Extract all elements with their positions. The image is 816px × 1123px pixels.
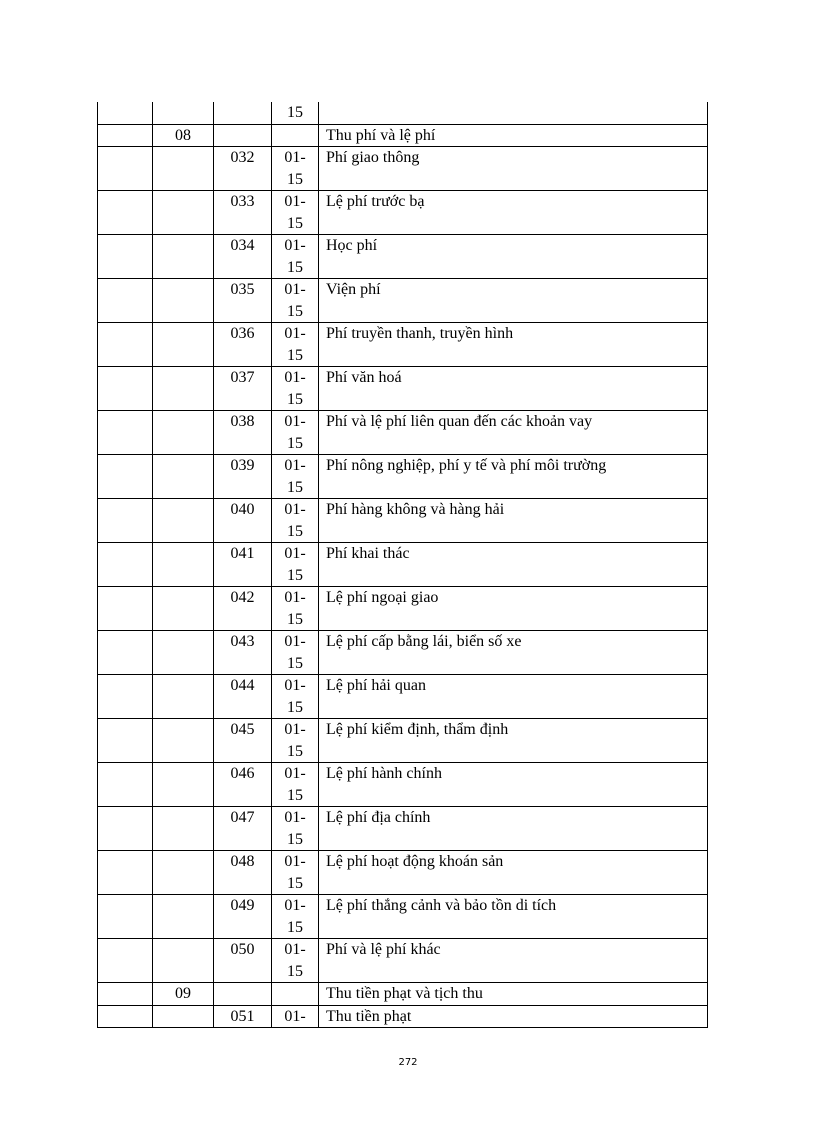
cell-col-b (153, 411, 214, 455)
table-row (98, 367, 708, 411)
cell-col-a (98, 147, 153, 191)
cell-col-c (214, 124, 272, 147)
cell-col-b (153, 807, 214, 851)
group-code: 09 (153, 983, 214, 1006)
item-ref: 01- 15 (272, 939, 319, 983)
group-title: Thu phí và lệ phí (319, 124, 708, 147)
table-row (98, 851, 708, 895)
cell-col-a (98, 455, 153, 499)
item-code: 036 (214, 323, 272, 367)
cell-ref (272, 124, 319, 147)
item-ref: 01- 15 (272, 455, 319, 499)
item-ref: 01- 15 (272, 587, 319, 631)
item-name: Lệ phí hoạt động khoán sản (319, 851, 708, 895)
cell-col-a (98, 895, 153, 939)
table-row (98, 411, 708, 455)
group-row (98, 983, 708, 1006)
item-name: Viện phí (319, 279, 708, 323)
cell-col-a (98, 983, 153, 1006)
item-code: 048 (214, 851, 272, 895)
item-ref: 01- 15 (272, 279, 319, 323)
item-code: 050 (214, 939, 272, 983)
group-row (98, 124, 708, 147)
table-body (98, 102, 708, 1028)
item-ref: 01- 15 (272, 323, 319, 367)
item-name: Phí khai thác (319, 543, 708, 587)
item-ref: 01- (272, 1005, 319, 1028)
table-row (98, 235, 708, 279)
cell-col-b (153, 499, 214, 543)
item-name: Thu tiền phạt (319, 1005, 708, 1028)
item-code: 033 (214, 191, 272, 235)
cell-col-a (98, 499, 153, 543)
cell-col-b (153, 543, 214, 587)
cell-col-b (153, 191, 214, 235)
item-name: Phí văn hoá (319, 367, 708, 411)
item-code: 041 (214, 543, 272, 587)
item-name: Lệ phí kiểm định, thẩm định (319, 719, 708, 763)
item-name: Lệ phí hành chính (319, 763, 708, 807)
cell-col-a (98, 719, 153, 763)
cell-col-a (98, 367, 153, 411)
item-code: 039 (214, 455, 272, 499)
cell-col-c (214, 102, 272, 124)
cell-col-a (98, 124, 153, 147)
cell-col-a (98, 851, 153, 895)
table-row (98, 1005, 708, 1028)
item-ref: 01- 15 (272, 191, 319, 235)
table-row (98, 323, 708, 367)
item-code: 040 (214, 499, 272, 543)
item-ref: 01- 15 (272, 499, 319, 543)
item-name: Phí hàng không và hàng hải (319, 499, 708, 543)
cell-ref: 15 (272, 102, 319, 124)
cell-col-a (98, 102, 153, 124)
cell-col-a (98, 323, 153, 367)
item-name: Phí nông nghiệp, phí y tế và phí môi trường (319, 455, 708, 499)
cell-col-a (98, 631, 153, 675)
item-ref: 01- 15 (272, 543, 319, 587)
item-ref: 01- 15 (272, 675, 319, 719)
item-name: Phí và lệ phí liên quan đến các khoản vay (319, 411, 708, 455)
cell-col-b (153, 279, 214, 323)
item-name: Lệ phí trước bạ (319, 191, 708, 235)
item-code: 045 (214, 719, 272, 763)
budget-code-table (97, 102, 708, 1028)
item-ref: 01- 15 (272, 147, 319, 191)
item-code: 042 (214, 587, 272, 631)
table-row (98, 719, 708, 763)
table-row (98, 279, 708, 323)
cell-col-a (98, 763, 153, 807)
table-row (98, 763, 708, 807)
cell-col-b (153, 1005, 214, 1028)
cell-col-b (153, 763, 214, 807)
item-ref: 01- 15 (272, 763, 319, 807)
cell-col-b (153, 455, 214, 499)
item-code: 034 (214, 235, 272, 279)
item-name: Lệ phí hải quan (319, 675, 708, 719)
cell-ref (272, 983, 319, 1006)
cell-col-b (153, 147, 214, 191)
group-code: 08 (153, 124, 214, 147)
item-code: 044 (214, 675, 272, 719)
item-ref: 01- 15 (272, 235, 319, 279)
item-code: 046 (214, 763, 272, 807)
cell-col-b (153, 102, 214, 124)
cell-col-b (153, 675, 214, 719)
item-name: Lệ phí cấp bằng lái, biển số xe (319, 631, 708, 675)
cell-col-b (153, 719, 214, 763)
item-ref: 01- 15 (272, 895, 319, 939)
cell-col-c (214, 983, 272, 1006)
group-title: Thu tiền phạt và tịch thu (319, 983, 708, 1006)
table-row (98, 675, 708, 719)
cell-col-a (98, 411, 153, 455)
cell-col-b (153, 939, 214, 983)
cell-col-a (98, 191, 153, 235)
item-ref: 01- 15 (272, 411, 319, 455)
cell-col-b (153, 367, 214, 411)
cell-name (319, 102, 708, 124)
item-name: Lệ phí ngoại giao (319, 587, 708, 631)
table-row (98, 807, 708, 851)
item-code: 049 (214, 895, 272, 939)
cell-col-a (98, 543, 153, 587)
item-code: 051 (214, 1005, 272, 1028)
page-number: 272 (398, 1057, 418, 1068)
table-row (98, 543, 708, 587)
item-code: 043 (214, 631, 272, 675)
item-ref: 01- 15 (272, 367, 319, 411)
item-code: 037 (214, 367, 272, 411)
cell-col-a (98, 1005, 153, 1028)
table-row (98, 147, 708, 191)
item-ref: 01- 15 (272, 807, 319, 851)
item-code: 032 (214, 147, 272, 191)
item-name: Lệ phí địa chính (319, 807, 708, 851)
cell-col-b (153, 235, 214, 279)
table-row (98, 455, 708, 499)
cell-col-b (153, 587, 214, 631)
item-name: Lệ phí thắng cảnh và bảo tồn di tích (319, 895, 708, 939)
table-row (98, 895, 708, 939)
cell-col-b (153, 895, 214, 939)
cell-col-b (153, 631, 214, 675)
table-row (98, 631, 708, 675)
table-row (98, 191, 708, 235)
cell-col-a (98, 279, 153, 323)
cell-col-a (98, 807, 153, 851)
continuation-row (98, 102, 708, 124)
item-name: Phí truyền thanh, truyền hình (319, 323, 708, 367)
item-ref: 01- 15 (272, 631, 319, 675)
item-ref: 01- 15 (272, 851, 319, 895)
cell-col-a (98, 675, 153, 719)
item-code: 035 (214, 279, 272, 323)
cell-col-a (98, 587, 153, 631)
item-code: 047 (214, 807, 272, 851)
item-ref: 01- 15 (272, 719, 319, 763)
table-row (98, 587, 708, 631)
item-name: Phí và lệ phí khác (319, 939, 708, 983)
table-row (98, 939, 708, 983)
item-name: Phí giao thông (319, 147, 708, 191)
cell-col-b (153, 323, 214, 367)
item-name: Học phí (319, 235, 708, 279)
cell-col-b (153, 851, 214, 895)
cell-col-a (98, 235, 153, 279)
cell-col-a (98, 939, 153, 983)
item-code: 038 (214, 411, 272, 455)
table-row (98, 499, 708, 543)
